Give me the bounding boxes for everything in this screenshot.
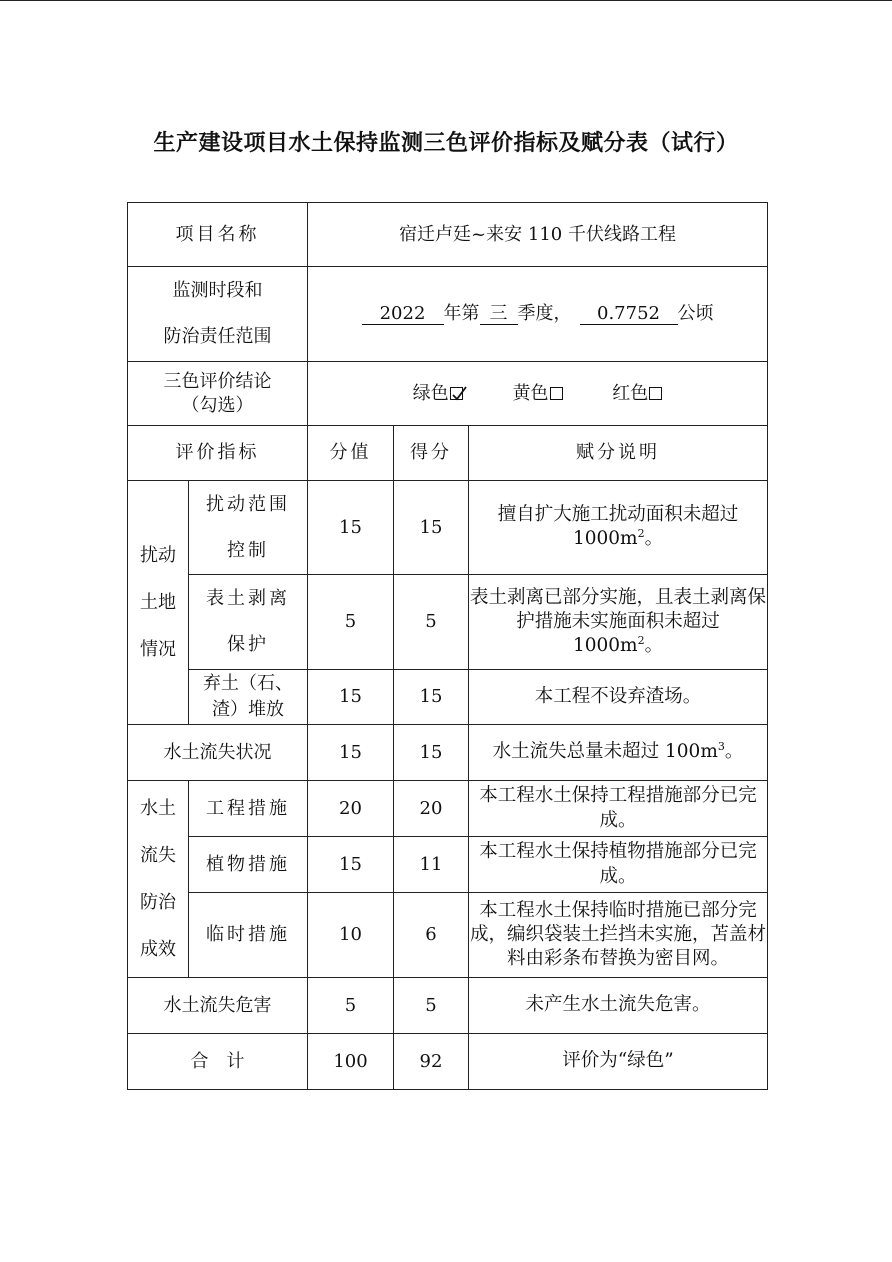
header-indicator: 评价指标 (128, 426, 308, 481)
score-value: 15 (308, 481, 394, 575)
score-got: 5 (394, 978, 469, 1034)
total-got: 92 (394, 1034, 469, 1090)
indicator-name-line: 扰动范围 (206, 493, 290, 515)
empty-checkbox-icon[interactable] (649, 387, 662, 400)
indicator-name: 植物措施 (189, 837, 308, 893)
conclusion-option-red-label: 红色 (612, 382, 649, 404)
score-got: 15 (394, 481, 469, 575)
table-row (128, 781, 768, 837)
conclusion-option-green-label: 绿色 (412, 382, 449, 404)
score-value: 5 (308, 575, 394, 670)
indicator-name-line: 渣）堆放 (212, 699, 284, 720)
period-label-line1: 监测时段和 (172, 280, 263, 301)
period-row (128, 267, 768, 362)
score-note (469, 670, 768, 725)
period-area-unit: 公顷 (677, 303, 714, 325)
score-note: 未产生水土流失危害。 (469, 978, 768, 1034)
period-quarter-suffix: 季度， (517, 303, 572, 325)
superscript: 2 (637, 527, 645, 541)
score-note (469, 481, 768, 575)
indicator-name: 水土流失危害 (128, 978, 308, 1034)
evaluation-table (127, 202, 768, 1090)
total-row (128, 1034, 768, 1090)
score-value: 15 (308, 725, 394, 781)
score-note-text: 水土流失总量未超过 100m (492, 741, 718, 763)
table-row (128, 978, 768, 1034)
table-row (128, 725, 768, 781)
table-row (128, 575, 768, 670)
conclusion-option-yellow-label: 黄色 (512, 382, 549, 404)
period-label-line2: 防治责任范围 (163, 326, 272, 347)
score-note (469, 725, 768, 781)
score-value: 5 (308, 978, 394, 1034)
indicator-name (189, 481, 308, 575)
superscript: 3 (717, 740, 725, 754)
group2-label-line: 防治 (140, 892, 176, 913)
score-note: 本工程水土保持工程措施部分已完成。 (469, 781, 768, 837)
indicator-name: 工程措施 (189, 781, 308, 837)
header-explanation: 赋分说明 (469, 426, 768, 481)
empty-checkbox-icon[interactable] (550, 387, 563, 400)
top-border-line (0, 0, 892, 1)
conclusion-row (128, 362, 768, 426)
conclusion-label (128, 362, 308, 426)
indicator-name: 水土流失状况 (128, 725, 308, 781)
group2-label-line: 流失 (140, 845, 176, 866)
period-year: 2022 (362, 304, 444, 325)
score-value: 10 (308, 893, 394, 978)
score-note-text: 本工程不设弃渣场。 (534, 685, 702, 707)
period-label (128, 267, 308, 362)
score-note-text: 擅自扩大施工扰动面积未超过 1000m (497, 504, 739, 550)
group1-label-line: 扰动 (140, 545, 176, 566)
score-value: 15 (308, 670, 394, 725)
table-row (128, 481, 768, 575)
score-got: 20 (394, 781, 469, 837)
conclusion-option-green[interactable] (413, 382, 463, 405)
project-name-value: 宿迁卢廷~来安 110 千伏线路工程 (308, 203, 768, 267)
group1-label-line: 情况 (140, 639, 176, 660)
superscript: 2 (637, 633, 645, 647)
conclusion-label-line1: 三色评价结论 (163, 370, 272, 392)
indicator-name (189, 670, 308, 725)
document-title: 生产建设项目水土保持监测三色评价指标及赋分表（试行） (153, 131, 739, 156)
score-note-tail: 。 (644, 635, 664, 657)
group2-label-line: 水土 (140, 798, 176, 819)
table-row (128, 893, 768, 978)
score-note-text: 表土剥离已部分实施，且表土剥离保护措施未实施面积未超过 1000m (470, 586, 767, 657)
period-area: 0.7752 (580, 304, 678, 325)
indicator-name-line: 保护 (227, 634, 269, 655)
score-got: 15 (394, 725, 469, 781)
score-value: 20 (308, 781, 394, 837)
conclusion-option-yellow[interactable] (513, 382, 563, 405)
project-name-label: 项目名称 (128, 203, 308, 267)
total-value: 100 (308, 1034, 394, 1090)
indicator-name: 临时措施 (189, 893, 308, 978)
total-note: 评价为“绿色” (469, 1034, 768, 1090)
total-label: 合 计 (128, 1034, 308, 1090)
period-value (308, 267, 768, 362)
score-note: 本工程水土保持临时措施已部分完成，编织袋装土拦挡未实施，苫盖材料由彩条布替换为密目网。 (469, 893, 768, 978)
score-got: 11 (394, 837, 469, 893)
conclusion-option-red[interactable] (612, 382, 662, 405)
project-name-row (128, 203, 768, 267)
score-note-tail: 。 (644, 528, 664, 550)
score-got: 5 (394, 575, 469, 670)
header-score-value: 分值 (308, 426, 394, 481)
checked-checkbox-icon[interactable] (450, 387, 463, 400)
group2-label (128, 781, 189, 978)
indicator-name-line: 弃土（石、 (203, 673, 293, 694)
table-row (128, 837, 768, 893)
header-row (128, 426, 768, 481)
score-value: 15 (308, 837, 394, 893)
indicator-name-line: 控制 (227, 539, 269, 561)
indicator-name (189, 575, 308, 670)
score-note: 本工程水土保持植物措施部分已完成。 (469, 837, 768, 893)
period-year-suffix: 年第 (443, 303, 480, 325)
table-row (128, 670, 768, 725)
score-got: 6 (394, 893, 469, 978)
score-got: 15 (394, 670, 469, 725)
group2-label-line: 成效 (140, 939, 176, 960)
conclusion-options (308, 362, 768, 426)
group1-label-line: 土地 (140, 592, 176, 613)
indicator-name-line: 表土剥离 (206, 588, 290, 609)
score-note-tail: 。 (724, 741, 744, 763)
period-quarter: 三 (480, 304, 518, 325)
header-score-got: 得分 (394, 426, 469, 481)
score-note (469, 575, 768, 670)
group1-label (128, 481, 189, 725)
conclusion-label-line2: （勾选） (181, 394, 254, 416)
